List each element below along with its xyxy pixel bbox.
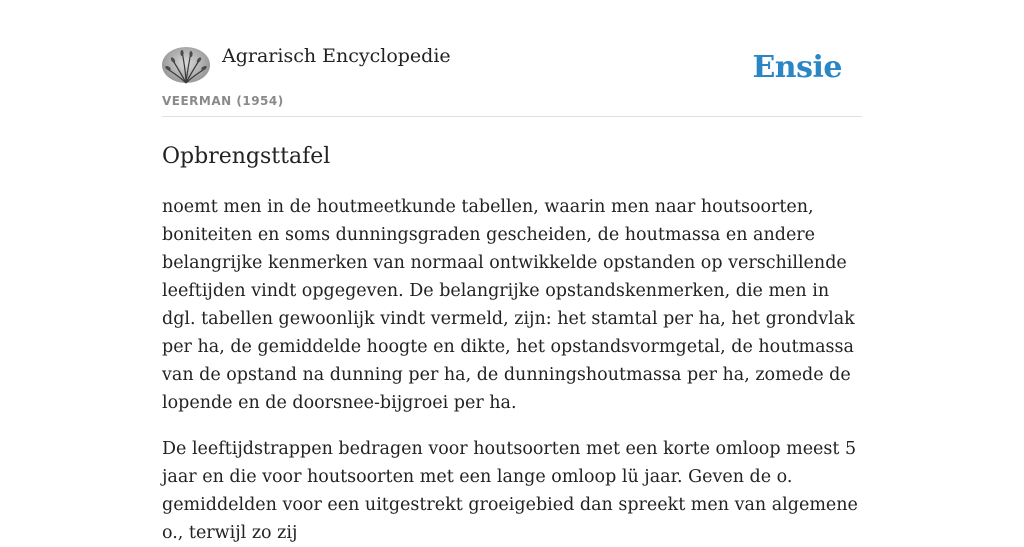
source-title[interactable]: Agrarisch Encyclopedie — [222, 45, 451, 67]
source-meta: VEERMAN (1954) — [162, 94, 284, 108]
entry-title: Opbrengsttafel — [162, 144, 331, 169]
entry-body — [162, 193, 862, 547]
content-container — [162, 0, 862, 547]
entry-paragraph: De leeftijdstrappen bedragen voor houtsoorten met een korte omloop meest 5 jaar en die voor houtsoorten met een lange omloop lü jaar. Geven de o. gemiddelden voor een uitgestrekt groeigebied dan spreekt men van algemene o., terwijl zo zij — [162, 439, 858, 543]
brand-logo[interactable]: Ensie — [752, 50, 842, 85]
wheat-logo-icon[interactable] — [162, 47, 210, 83]
entry-paragraph: noemt men in de houtmeetkunde tabellen, waarin men naar houtsoorten, boniteiten en soms dunningsgraden gescheiden, de houtmassa en andere belangrijke kenmerken van normaal ontwikkelde opstanden op verschillende leeftijden vindt opgegeven. De belangrijke opstandskenmerken, die men in dgl. tabellen gewoonlijk vindt vermeld, zijn: het stamtal per ha, het grondvlak per ha, de gemiddelde hoogte en dikte, het opstandsvormgetal, de houtmassa van de opstand na dunning per ha, de dunningshoutmassa per ha, zomede de lopende en de doorsnee-bijgroei per ha. — [162, 197, 855, 413]
header — [162, 0, 862, 117]
